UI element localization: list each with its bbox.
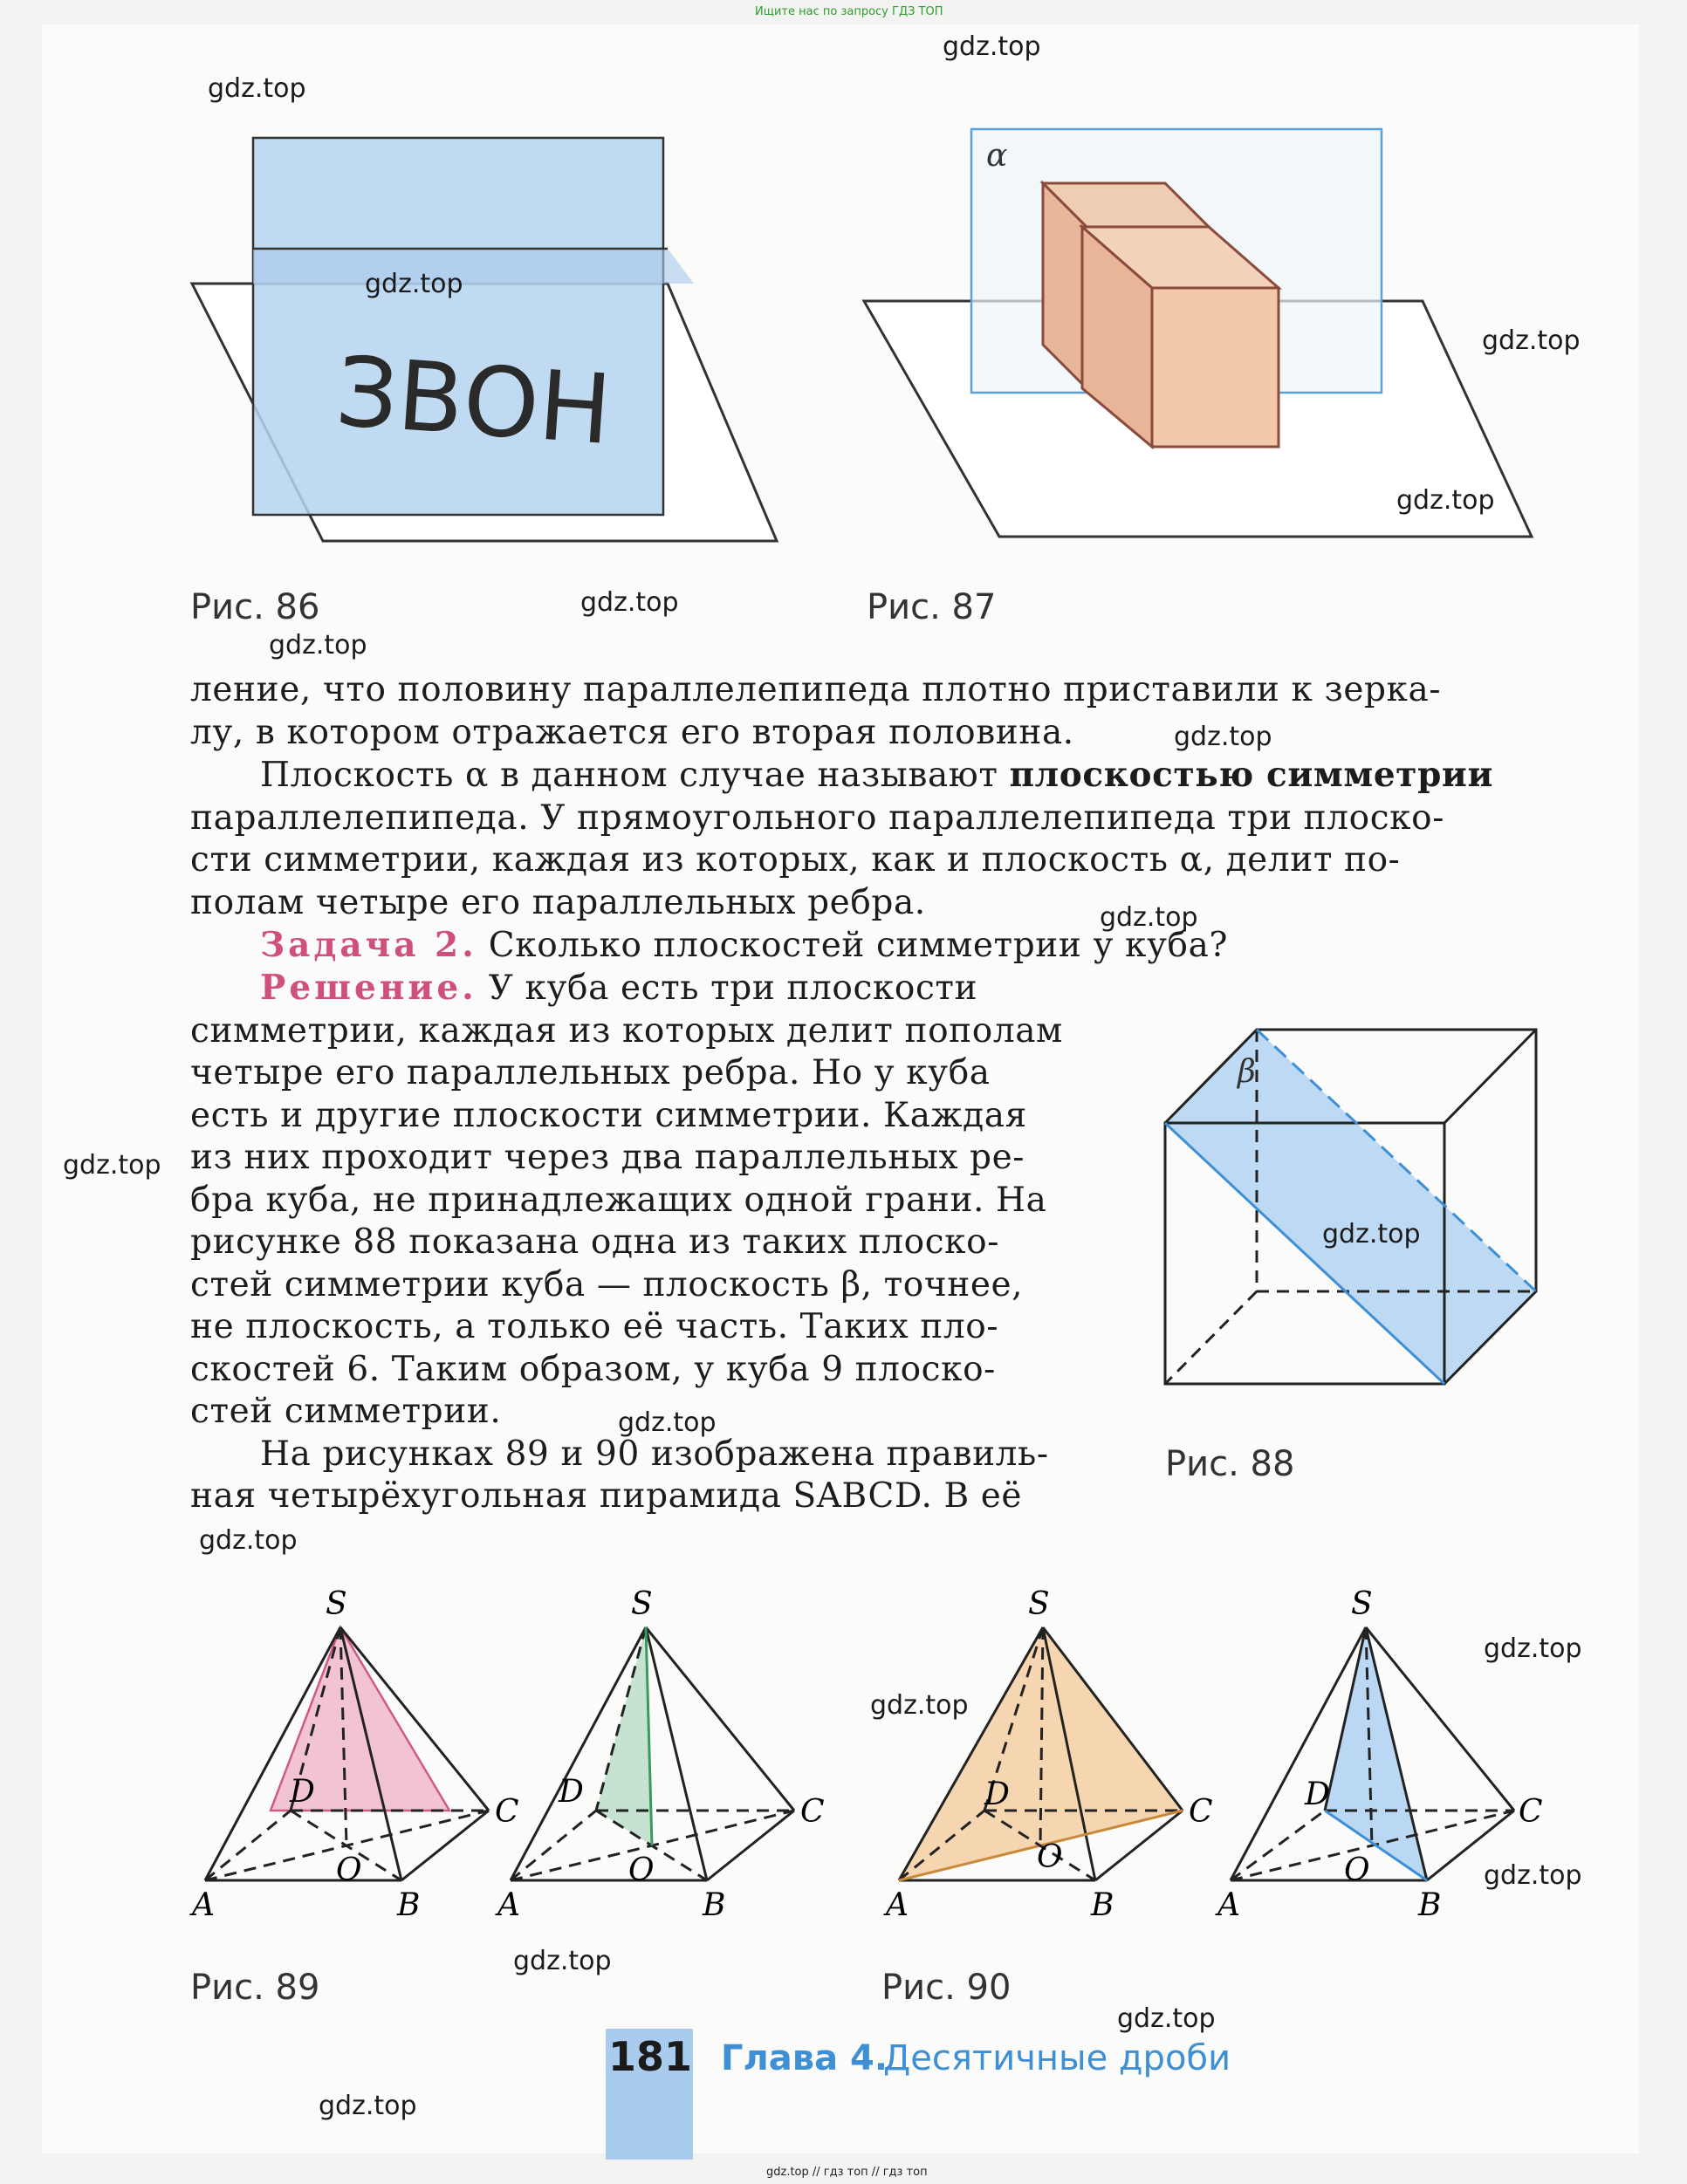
fig89-caption: Рис. 89 — [190, 1968, 320, 2008]
text-line: стей симметрии куба — плоскость β, точнее, — [190, 1264, 1024, 1304]
text-line: симметрии, каждая из которых делит пополам — [190, 1010, 1063, 1051]
bottom-link[interactable]: gdz.top // гдз топ // гдз топ — [766, 2166, 928, 2179]
watermark[interactable]: gdz.top — [199, 1525, 298, 1556]
task-line: Задача 2. Сколько плоскостей симметрии у куба? — [260, 925, 1228, 965]
svg-text:O: O — [1037, 1839, 1063, 1875]
watermark[interactable]: gdz.top — [1482, 325, 1581, 356]
watermark[interactable]: gdz.top — [208, 73, 306, 104]
fig90-caption: Рис. 90 — [881, 1968, 1012, 2008]
text-line: полам четыре его параллельных ребра. — [190, 882, 926, 922]
svg-text:A: A — [886, 1887, 909, 1923]
svg-text:D: D — [1305, 1777, 1330, 1812]
svg-text:C: C — [800, 1794, 825, 1830]
figure-90 — [881, 1579, 1553, 1946]
watermark[interactable]: gdz.top — [319, 2091, 417, 2121]
watermark[interactable]: gdz.top — [1396, 485, 1495, 516]
text-line: скостей 6. Таким образом, у куба 9 плоско- — [190, 1349, 996, 1389]
task-label: Задача 2. — [260, 925, 477, 965]
svg-text:A: A — [497, 1887, 520, 1923]
fig87-caption: Рис. 87 — [867, 587, 997, 627]
svg-text:C: C — [495, 1794, 519, 1830]
figure-89 — [188, 1579, 825, 1946]
watermark[interactable]: gdz.top — [365, 269, 463, 299]
solution-line: Решение. У куба есть три плоскости — [260, 968, 978, 1008]
watermark[interactable]: gdz.top — [1117, 2003, 1216, 2034]
watermark[interactable]: gdz.top — [1100, 902, 1198, 933]
top-search-link[interactable]: Ищите нас по запросу ГДЗ ТОП — [755, 5, 943, 18]
watermark[interactable]: gdz.top — [269, 630, 367, 661]
svg-text:B: B — [397, 1887, 421, 1923]
svg-text:S: S — [1351, 1586, 1373, 1622]
watermark[interactable]: gdz.top — [870, 1690, 969, 1721]
figure-87 — [860, 122, 1540, 541]
svg-text:A: A — [192, 1887, 215, 1923]
chapter-label: Глава 4. — [721, 2038, 888, 2078]
svg-text:S: S — [326, 1586, 347, 1622]
svg-text:O: O — [628, 1852, 655, 1888]
zvon-word: ЗВОН — [333, 335, 615, 467]
body-text — [190, 669, 1534, 968]
term-symmetry-plane: плоскостью симметрии — [1009, 755, 1493, 795]
svg-text:S: S — [631, 1586, 653, 1622]
svg-text:B: B — [1418, 1887, 1442, 1923]
watermark[interactable]: gdz.top — [580, 587, 679, 618]
text-line: рисунке 88 показана одна из таких плоско- — [190, 1222, 999, 1262]
svg-text:C: C — [1519, 1794, 1543, 1830]
svg-text:D: D — [984, 1777, 1010, 1812]
text-line: бра куба, не принадлежащих одной грани. На — [190, 1180, 1047, 1220]
text-line: ление, что половину параллелепипеда плотно приставили к зерка- — [190, 670, 1442, 709]
svg-text:D: D — [290, 1774, 315, 1810]
text-line: параллелепипеда. У прямоугольного параллелепипеда три плоско- — [190, 798, 1445, 838]
svg-text:B: B — [703, 1887, 726, 1923]
watermark[interactable]: gdz.top — [513, 1946, 612, 1976]
watermark[interactable]: gdz.top — [618, 1407, 717, 1438]
figure-88 — [1152, 1017, 1545, 1409]
text-line: стей симметрии. — [190, 1392, 502, 1431]
text-line: сти симметрии, каждая из которых, как и плоскость α, делит по- — [190, 840, 1401, 880]
text-line: не плоскость, а только её часть. Таких пло- — [190, 1307, 999, 1346]
figure-86 — [183, 122, 785, 541]
chapter-title: Десятичные дроби — [883, 2038, 1231, 2078]
beta-label: β — [1238, 1054, 1256, 1090]
svg-text:B: B — [1091, 1887, 1114, 1923]
svg-text:O: O — [1344, 1852, 1370, 1888]
svg-text:C: C — [1189, 1794, 1213, 1830]
text-line: из них проходит через два параллельных ре- — [190, 1138, 1025, 1177]
svg-text:S: S — [1028, 1586, 1050, 1622]
text-line: лу, в котором отражается его вторая половина. — [190, 712, 1074, 752]
text-line: есть и другие плоскости симметрии. Каждая — [190, 1095, 1027, 1135]
svg-text:A: A — [1217, 1887, 1240, 1923]
fig88-caption: Рис. 88 — [1165, 1444, 1295, 1484]
text-paragraph: Плоскость α в данном случае называют плоскостью симметрии — [260, 755, 1493, 795]
solution-label: Решение. — [260, 968, 477, 1008]
page-number: 181 — [608, 2033, 693, 2080]
watermark[interactable]: gdz.top — [1484, 1860, 1582, 1891]
alpha-label: α — [986, 138, 1008, 174]
watermark[interactable]: gdz.top — [1322, 1219, 1421, 1249]
fig86-caption: Рис. 86 — [190, 587, 320, 627]
watermark[interactable]: gdz.top — [63, 1150, 161, 1181]
watermark[interactable]: gdz.top — [943, 31, 1041, 62]
svg-text:O: O — [336, 1852, 362, 1888]
text-line: ная четырёхугольная пирамида SABCD. В её — [190, 1476, 1023, 1516]
text-line: четыре его параллельных ребра. Но у куба — [190, 1053, 991, 1092]
watermark[interactable]: gdz.top — [1484, 1633, 1582, 1664]
text-line: На рисунках 89 и 90 изображена правиль- — [260, 1434, 1049, 1474]
svg-text:D: D — [559, 1774, 584, 1810]
watermark[interactable]: gdz.top — [1174, 722, 1272, 752]
